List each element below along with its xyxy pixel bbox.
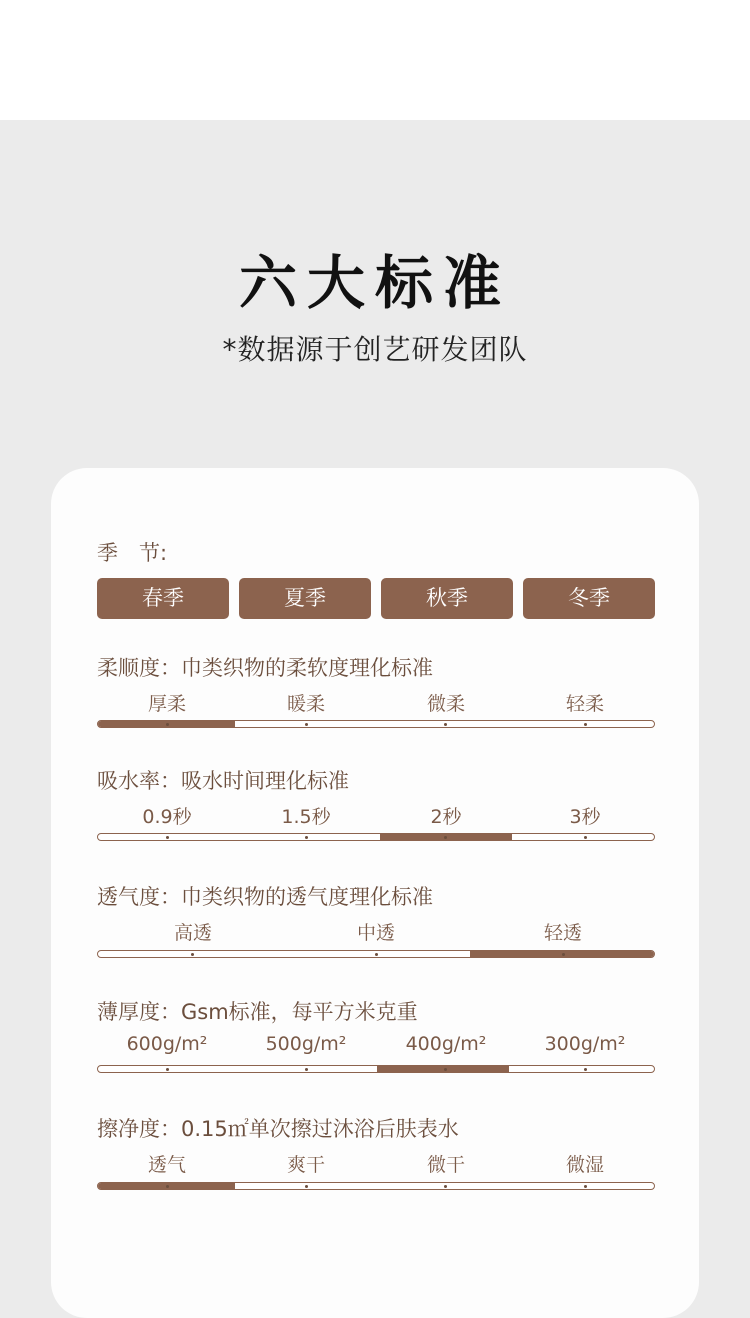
season-button-autumn[interactable]: 秋季 (381, 578, 513, 619)
scale-dot (166, 1185, 169, 1188)
breathability-scale[interactable] (97, 950, 655, 958)
wipe-option-label: 透气 (147, 1154, 186, 1176)
season-button-winter[interactable]: 冬季 (523, 578, 655, 619)
thickness-label: 薄厚度：Gsm标准，每平方米克重 (97, 1000, 418, 1024)
wipe-label: 擦净度：0.15㎡单次擦过沐浴后肤表水 (97, 1117, 459, 1141)
wipe-option-label: 爽干 (286, 1154, 325, 1176)
season-button-summer[interactable]: 夏季 (239, 578, 371, 619)
absorption-scale[interactable] (97, 833, 655, 841)
scale-dot (166, 836, 169, 839)
thickness-option-label: 300g/m² (544, 1033, 626, 1055)
scale-dot (584, 836, 587, 839)
scale-dot (444, 836, 447, 839)
wipe-option-label: 微干 (426, 1154, 465, 1176)
scale-dot (444, 1185, 447, 1188)
scale-dot (166, 1068, 169, 1071)
season-label: 季 节: (97, 541, 168, 565)
scale-dot (305, 836, 308, 839)
softness-option-label: 厚柔 (147, 693, 186, 715)
scale-dot (191, 953, 194, 956)
wipe-scale[interactable] (97, 1182, 655, 1190)
thickness-option-label: 600g/m² (126, 1033, 208, 1055)
scale-dot (305, 1185, 308, 1188)
thickness-option-label: 500g/m² (265, 1033, 347, 1055)
softness-option-label: 微柔 (426, 693, 465, 715)
softness-scale[interactable] (97, 720, 655, 728)
wipe-option-label: 微湿 (565, 1154, 604, 1176)
scale-dot (562, 953, 565, 956)
scale-dot (584, 1185, 587, 1188)
softness-option-label: 轻柔 (565, 693, 604, 715)
softness-option-label: 暖柔 (286, 693, 325, 715)
thickness-selected-segment (377, 1066, 509, 1072)
breathability-option-label: 轻透 (543, 922, 582, 944)
breathability-label: 透气度：巾类织物的透气度理化标准 (97, 885, 433, 909)
thickness-option-label: 400g/m² (405, 1033, 487, 1055)
scale-dot (166, 723, 169, 726)
top-white-band (0, 0, 750, 120)
absorption-option-label: 2秒 (430, 806, 462, 828)
scale-dot (584, 723, 587, 726)
scale-dot (584, 1068, 587, 1071)
absorption-option-label: 0.9秒 (142, 806, 192, 828)
thickness-scale[interactable] (97, 1065, 655, 1073)
breathability-option-label: 高透 (173, 922, 212, 944)
page-title: 六大标准 (238, 249, 511, 317)
absorption-label: 吸水率：吸水时间理化标准 (97, 769, 349, 793)
absorption-option-label: 1.5秒 (281, 806, 331, 828)
season-button-spring[interactable]: 春季 (97, 578, 229, 619)
absorption-option-label: 3秒 (569, 806, 601, 828)
breathability-option-label: 中透 (356, 922, 395, 944)
scale-dot (444, 1068, 447, 1071)
page-subtitle: *数据源于创艺研发团队 (222, 333, 528, 366)
softness-label: 柔顺度：巾类织物的柔软度理化标准 (97, 656, 433, 680)
scale-dot (375, 953, 378, 956)
scale-dot (305, 1068, 308, 1071)
scale-dot (444, 723, 447, 726)
scale-dot (305, 723, 308, 726)
